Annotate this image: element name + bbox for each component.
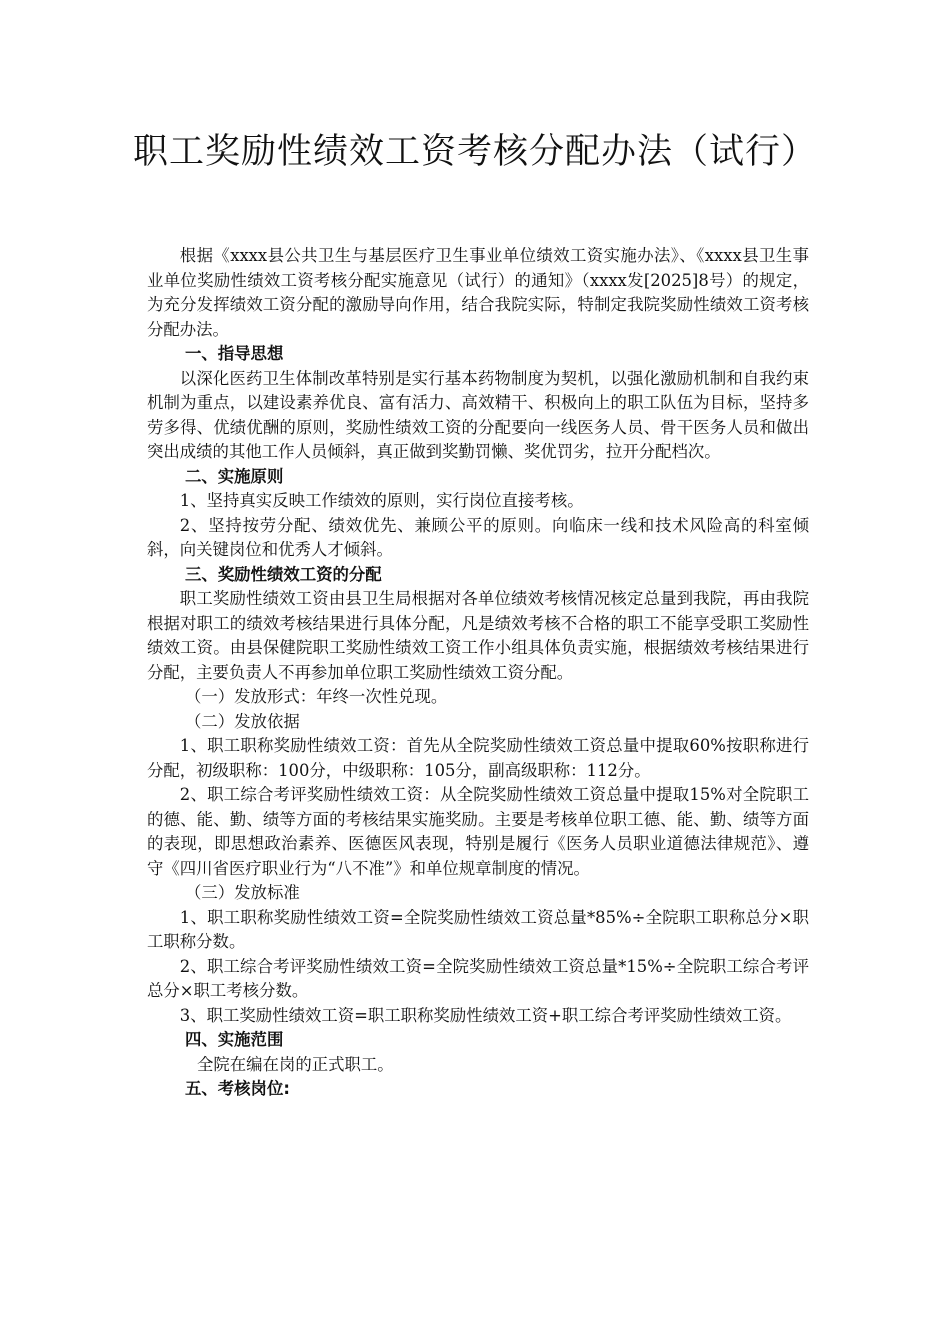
basis-item-2: 2、职工综合考评奖励性绩效工资：从全院奖励性绩效工资总量中提取15%对全院职工的德、能、勤、绩等方面的考核结果实施奖励。主要是考核单位职工德、能、勤、绩等方面的表现，即思想政治素养、医德医风表现，特别是履行《医务人员职业道德法律规范》、遵守《四川省医疗职业行为“八不准”》和单位规章制度的情况。 bbox=[147, 785, 809, 878]
section-heading-2: 二、实施原则 bbox=[185, 466, 284, 486]
basis-item-1: 1、职工职称奖励性绩效工资：首先从全院奖励性绩效工资总量中提取60%按职称进行分配，初级职称：100分，中级职称：105分，副高级职称：112分。 bbox=[147, 736, 809, 780]
section-4-paragraph: 全院在编在岗的正式职工。 bbox=[197, 1054, 394, 1074]
section-heading-4: 四、实施范围 bbox=[185, 1030, 284, 1049]
section-heading-1: 一、指导思想 bbox=[185, 344, 284, 363]
section-2-item-2: 2、坚持按劳分配、绩效优先、兼顾公平的原则。向临床一线和技术风险高的科室倾斜，向关键岗位和优秀人才倾斜。 bbox=[147, 515, 809, 559]
section-3-paragraph: 职工奖励性绩效工资由县卫生局根据对各单位绩效考核情况核定总量到我院，再由我院根据对职工的绩效考核结果进行具体分配，凡是绩效考核不合格的职工不能享受职工奖励性绩效工资。由县保健院职工奖励性绩效工资工作小组具体负责实施，根据绩效考核结果进行分配，主要负责人不再参加单位职工奖励性绩效工资分配。 bbox=[147, 589, 809, 682]
section-heading-5: 五、考核岗位: bbox=[185, 1079, 290, 1098]
document-body bbox=[147, 244, 809, 1102]
section-2-item-1: 1、坚持真实反映工作绩效的原则，实行岗位直接考核。 bbox=[179, 491, 584, 510]
standard-item-1: 1、职工职称奖励性绩效工资=全院奖励性绩效工资总量*85%÷全院职工职称总分×职工职称分数。 bbox=[147, 907, 809, 951]
section-1-paragraph: 以深化医药卫生体制改革特别是实行基本药物制度为契机，以强化激励机制和自我约束机制为重点，以建设素养优良、富有活力、高效精干、积极向上的职工队伍为目标，坚持多劳多得、优绩优酬的原则，奖励性绩效工资的分配要向一线医务人员、骨干医务人员和做出突出成绩的其他工作人员倾斜，真正做到奖勤罚懒、奖优罚劣，拉开分配档次。 bbox=[147, 368, 809, 461]
section-heading-3: 三、奖励性绩效工资的分配 bbox=[185, 564, 382, 584]
standard-item-2: 2、职工综合考评奖励性绩效工资=全院奖励性绩效工资总量*15%÷全院职工综合考评总分×职工考核分数。 bbox=[147, 956, 809, 1000]
document-title: 职工奖励性绩效工资考核分配办法（试行） bbox=[132, 132, 817, 172]
subsection-payment-form: （一）发放形式：年终一次性兑现。 bbox=[185, 687, 448, 706]
subsection-payment-standard: （三）发放标准 bbox=[185, 883, 300, 902]
subsection-payment-basis: （二）发放依据 bbox=[185, 711, 300, 731]
standard-item-3: 3、职工奖励性绩效工资=职工职称奖励性绩效工资+职工综合考评奖励性绩效工资。 bbox=[179, 1005, 792, 1025]
intro-paragraph: 根据《xxxx县公共卫生与基层医疗卫生事业单位绩效工资实施办法》、《xxxx县卫生事业单位奖励性绩效工资考核分配实施意见（试行）的通知》（xxxx发[2025]8号）的规定，为充分发挥绩效工资分配的激励导向作用，结合我院实际，特制定我院奖励性绩效工资考核分配办法。 bbox=[147, 246, 809, 339]
